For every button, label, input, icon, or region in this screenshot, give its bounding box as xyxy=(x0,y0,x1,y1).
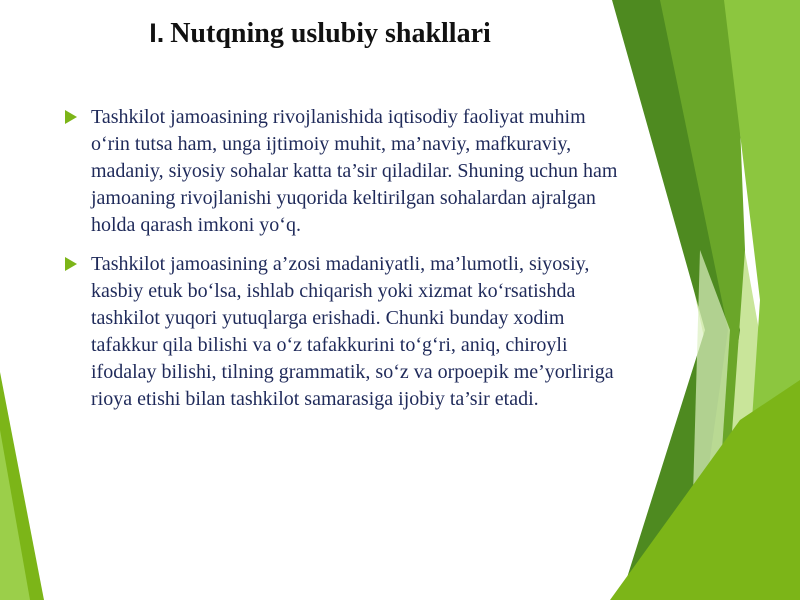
title-text: Nutqning uslubiy shakllari xyxy=(170,18,491,49)
slide-title xyxy=(0,18,640,50)
green-triangle-arrow-icon xyxy=(65,257,77,271)
green-triangle-arrow-icon xyxy=(65,110,77,124)
bullet-text: Tashkilot jamoasining rivojlanishida iqtisodiy faoliyat muhim o‘rin tutsa ham, unga ijtimoiy muhit, ma’naviy, mafkuraviy, madaniy, siyosiy sohalar katta ta’sir qiladilar. Shuning uchun ham jamoaning rivojlanishi yuqorida keltirilgan sohalardan ajralgan holda qarash imkoni yo‘q. xyxy=(91,106,618,236)
bullet-item xyxy=(62,104,622,239)
title-number: I. xyxy=(149,18,165,48)
bullet-item xyxy=(62,251,622,413)
bullet-list xyxy=(62,104,622,425)
bullet-text: Tashkilot jamoasining a’zosi madaniyatli, ma’lumotli, siyosiy, kasbiy etuk bo‘lsa, ishlab chiqarish yoki xizmat ko‘rsatishda tashkilot yuqori yutuqlarga erishadi. Chunki bunday xodim tafakkur qila bilishi va o‘z tafakkurini to‘g‘ri, aniq, chiroyli ifodalay bilishi, tilning grammatik, so‘z va orpoepik me’yorliriga rioya etishi bilan tashkilot samarasiga ijobiy ta’sir etadi. xyxy=(91,253,614,410)
